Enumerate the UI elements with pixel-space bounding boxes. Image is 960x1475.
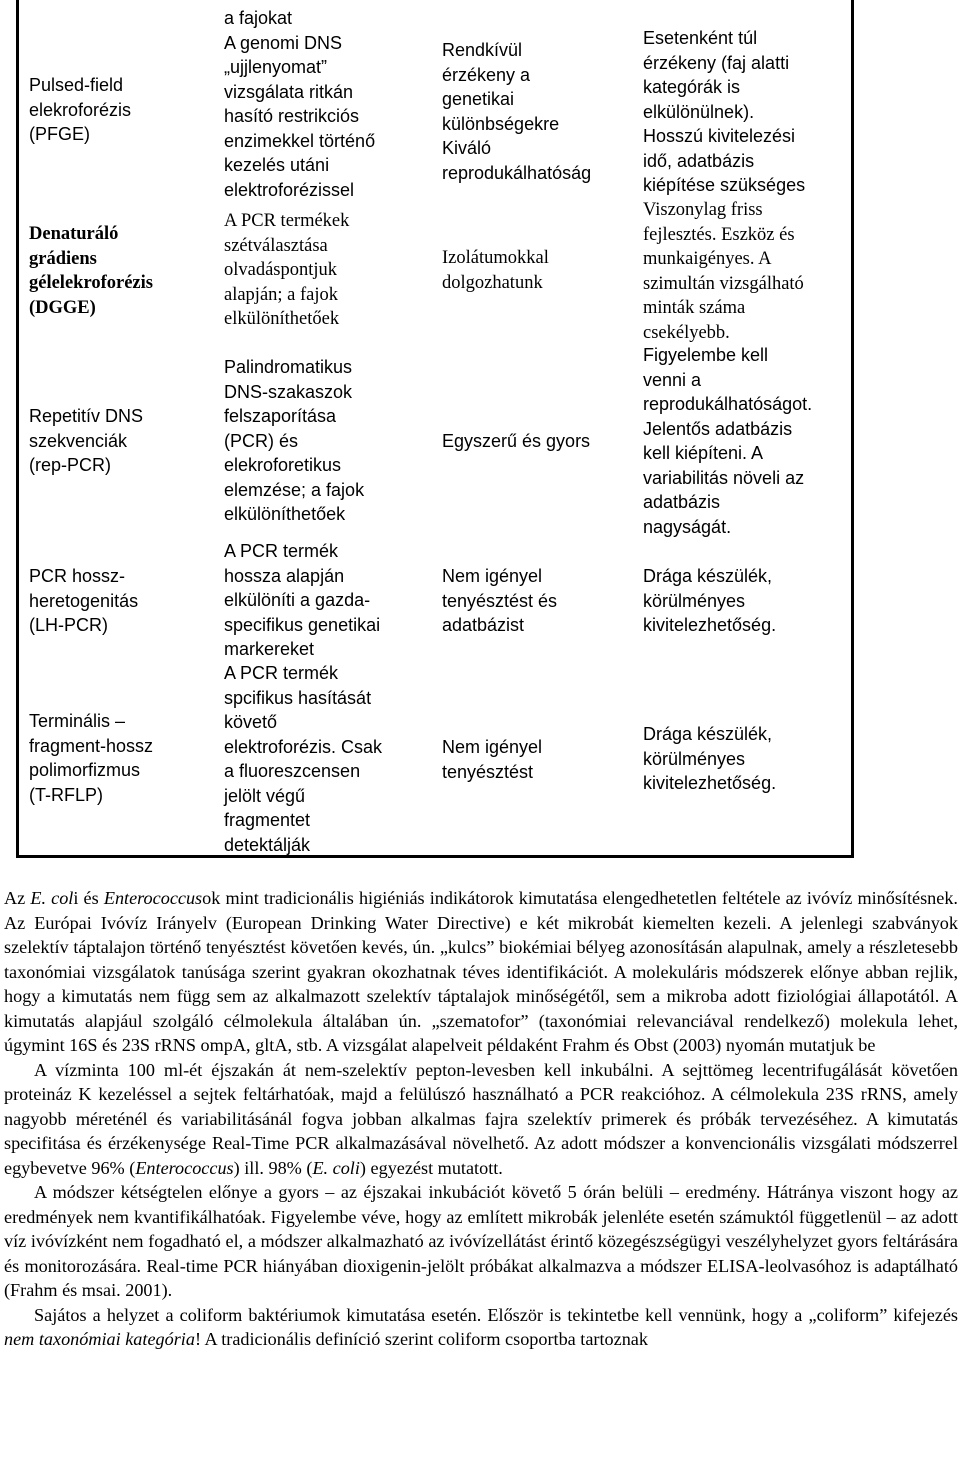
method-disadvantage-dgge: Viszonylag friss fejlesztés. Eszköz és munkaigényes. A szimultán vizsgálható minták száma csekélyebb.: [643, 200, 804, 343]
text-run: Az: [4, 888, 31, 908]
method-name-rep-pcr: Repetitív DNS szekvenciák (rep-PCR): [29, 406, 144, 475]
method-description-lh-pcr: A PCR termék hossza alapján elkülöníti a gazda- specifikus genetikai markereket: [224, 541, 381, 659]
method-description-rep-pcr: Palindromatikus DNS-szakaszok felszaporítása (PCR) és elekroforetikus elemzése; a fajok elkülöníthetőek: [224, 357, 365, 524]
method-advantage-rep-pcr: Egyszerű és gyors: [442, 431, 591, 451]
paragraph-method-steps: [4, 1058, 958, 1181]
method-name-pfge: Pulsed-field elekroforézis (PFGE): [29, 75, 132, 144]
method-description-dgge: A PCR termékek szétválasztása olvadáspontjuk alapján; a fajok elkülöníthetőek: [224, 211, 350, 329]
paragraph-advantages: A módszer kétségtelen előnye a gyors – az éjszakai inkubációt követő 5 órán belüli – eredmény. Hátránya viszont hogy az eredmények nem kvantifikálhatóak. Figyelembe véve, hogy az említett mikrobák jelenléte esetén számuktól függetlenül – az adott víz ivóvízként nem fogadható el, a módszer alkalmazható az ivóvízellátást érintő közegészségügyi veszélyhelyzet gyors feltárására és monitorozására. Real-time PCR hiányában dioxigenin-jelölt próbákat alkalmazva a módszer ELISA-leolvasóhoz is adaptálható (Frahm és msai. 2001).: [4, 1182, 958, 1300]
italic-species-enterococcus: Enterococcus: [103, 888, 203, 908]
italic-emphasis: nem taxonómiai kategória: [4, 1329, 195, 1349]
paragraph-indicators: [4, 886, 958, 1058]
text-run: ! A tradicionális definíció szerint coliform csoportba tartoznak: [194, 1329, 648, 1349]
text-run: Sajátos a helyzet a coliform baktériumok kimutatása esetén. Először is tekintetbe kell vennünk, hogy a „coliform” kifejezés: [34, 1304, 958, 1325]
text-run: A vízminta 100 ml-ét éjszakán át nem-szelektív pepton-levesben kell inkubálni. A sejttömeg lecentrifugálását követően proteináz K kezeléssel a sejtek feltárhatóak, majd a felülúszó használható a PCR reakcióhoz. A célmolekula 23S rRNS, amely nagyobb méreténél és variabilitásánál fogva jobban alkalmas fajra szelektív primerek és próbák tervezéséhez. A kimutatás specifitása és érzékenysége Real-Time PCR alkalmazásával növelhető. Az adott módszer a konvencionális vizsgálati módszerrel egybevetve 96% (: [4, 1059, 958, 1178]
italic-species-ecoli: E. col: [30, 888, 74, 908]
text-run: ) ill. 98% (: [233, 1157, 313, 1178]
text-run: i és: [73, 888, 104, 908]
method-disadvantage-pfge: Esetenként túl érzékeny (faj alatti kategórák is elkülönülnek). Hosszú kivitelezési idő, adatbázis kiépítése szükséges: [643, 28, 806, 195]
text-run: ok mint tradicionális higiéniás indikátorok kimutatása elengedhetetlen feltétele az ivóvíz minősítésnek. Az Európai Ivóvíz Irányelv (European Drinking Water Directive) e két mikrobát kiemelten kezeli. A jelenlegi szabványok szelektív táptalajon történő tenyésztést követően kevés, ún. „kulcs” biokémiai bélyeg azonosításán alapulnak, amely a részletesebb taxonómiai vizsgálatok tanúsága szerint gyakran okozhatnak téves identifikációt. A molekuláris módszerek előnye abban rejlik, hogy a kimutatás nem függ sem az alkalmazott szelektív táptalajok minőségétől, sem a mikroba adott fiziológiai állapotától. A kimutatás alapjául szolgáló célmolekula általában ún. „szematofor” (taxonómiai relevanciával rendelkező) molekula lehet, úgymint 16S és 23S rRNS ompA, gltA, stb. A vizsgálat alapelveit példaként Frahm és Obst (2003) nyomán mutatjuk be: [4, 888, 958, 1055]
method-advantage-pfge: Rendkívül érzékeny a genetikai különbségekre Kiváló reprodukálhatóság: [442, 40, 592, 183]
method-name-dgge: Denaturáló grádiens gélelekroforézis (DGGE): [29, 224, 153, 318]
method-description-t-rflp: A PCR termék spcifikus hasítását követő elektroforézis. Csak a fluoreszcensen jelölt végű fragmentet detektálják: [224, 663, 383, 855]
method-name-t-rflp: Terminális – fragment-hossz polimorfizmus (T-RFLP): [29, 711, 154, 805]
method-disadvantage-t-rflp: Drága készülék, körülményes kivitelezhetőség.: [643, 724, 777, 793]
method-disadvantage-rep-pcr: Figyelembe kell venni a reprodukálhatóságot. Jelentős adatbázis kell kiépíteni. A variabilitás növeli az adatbázis nagyságát.: [643, 345, 813, 537]
method-name-lh-pcr: PCR hossz- heretogenitás (LH-PCR): [29, 566, 139, 635]
italic-species-enterococcus: Enterococcus: [135, 1157, 234, 1178]
method-description-pfge: a fajokat A genomi DNS „ujjlenyomat” vizsgálata ritkán hasító restrikciós enzimekkel történő kezelés utáni elektroforézissel: [224, 8, 376, 200]
body-text: [4, 886, 958, 1352]
method-advantage-lh-pcr: Nem igényel tenyésztést és adatbázist: [442, 566, 558, 635]
method-disadvantage-lh-pcr: Drága készülék, körülményes kivitelezhetőség.: [643, 566, 777, 635]
method-advantage-dgge: Izolátumokkal dolgozhatunk: [442, 248, 549, 293]
italic-species-ecoli: E. coli: [312, 1157, 360, 1178]
method-advantage-t-rflp: Nem igényel tenyésztést: [442, 737, 543, 782]
paragraph-coliform: [4, 1303, 958, 1352]
text-run: ) egyezést mutatott.: [359, 1157, 503, 1178]
